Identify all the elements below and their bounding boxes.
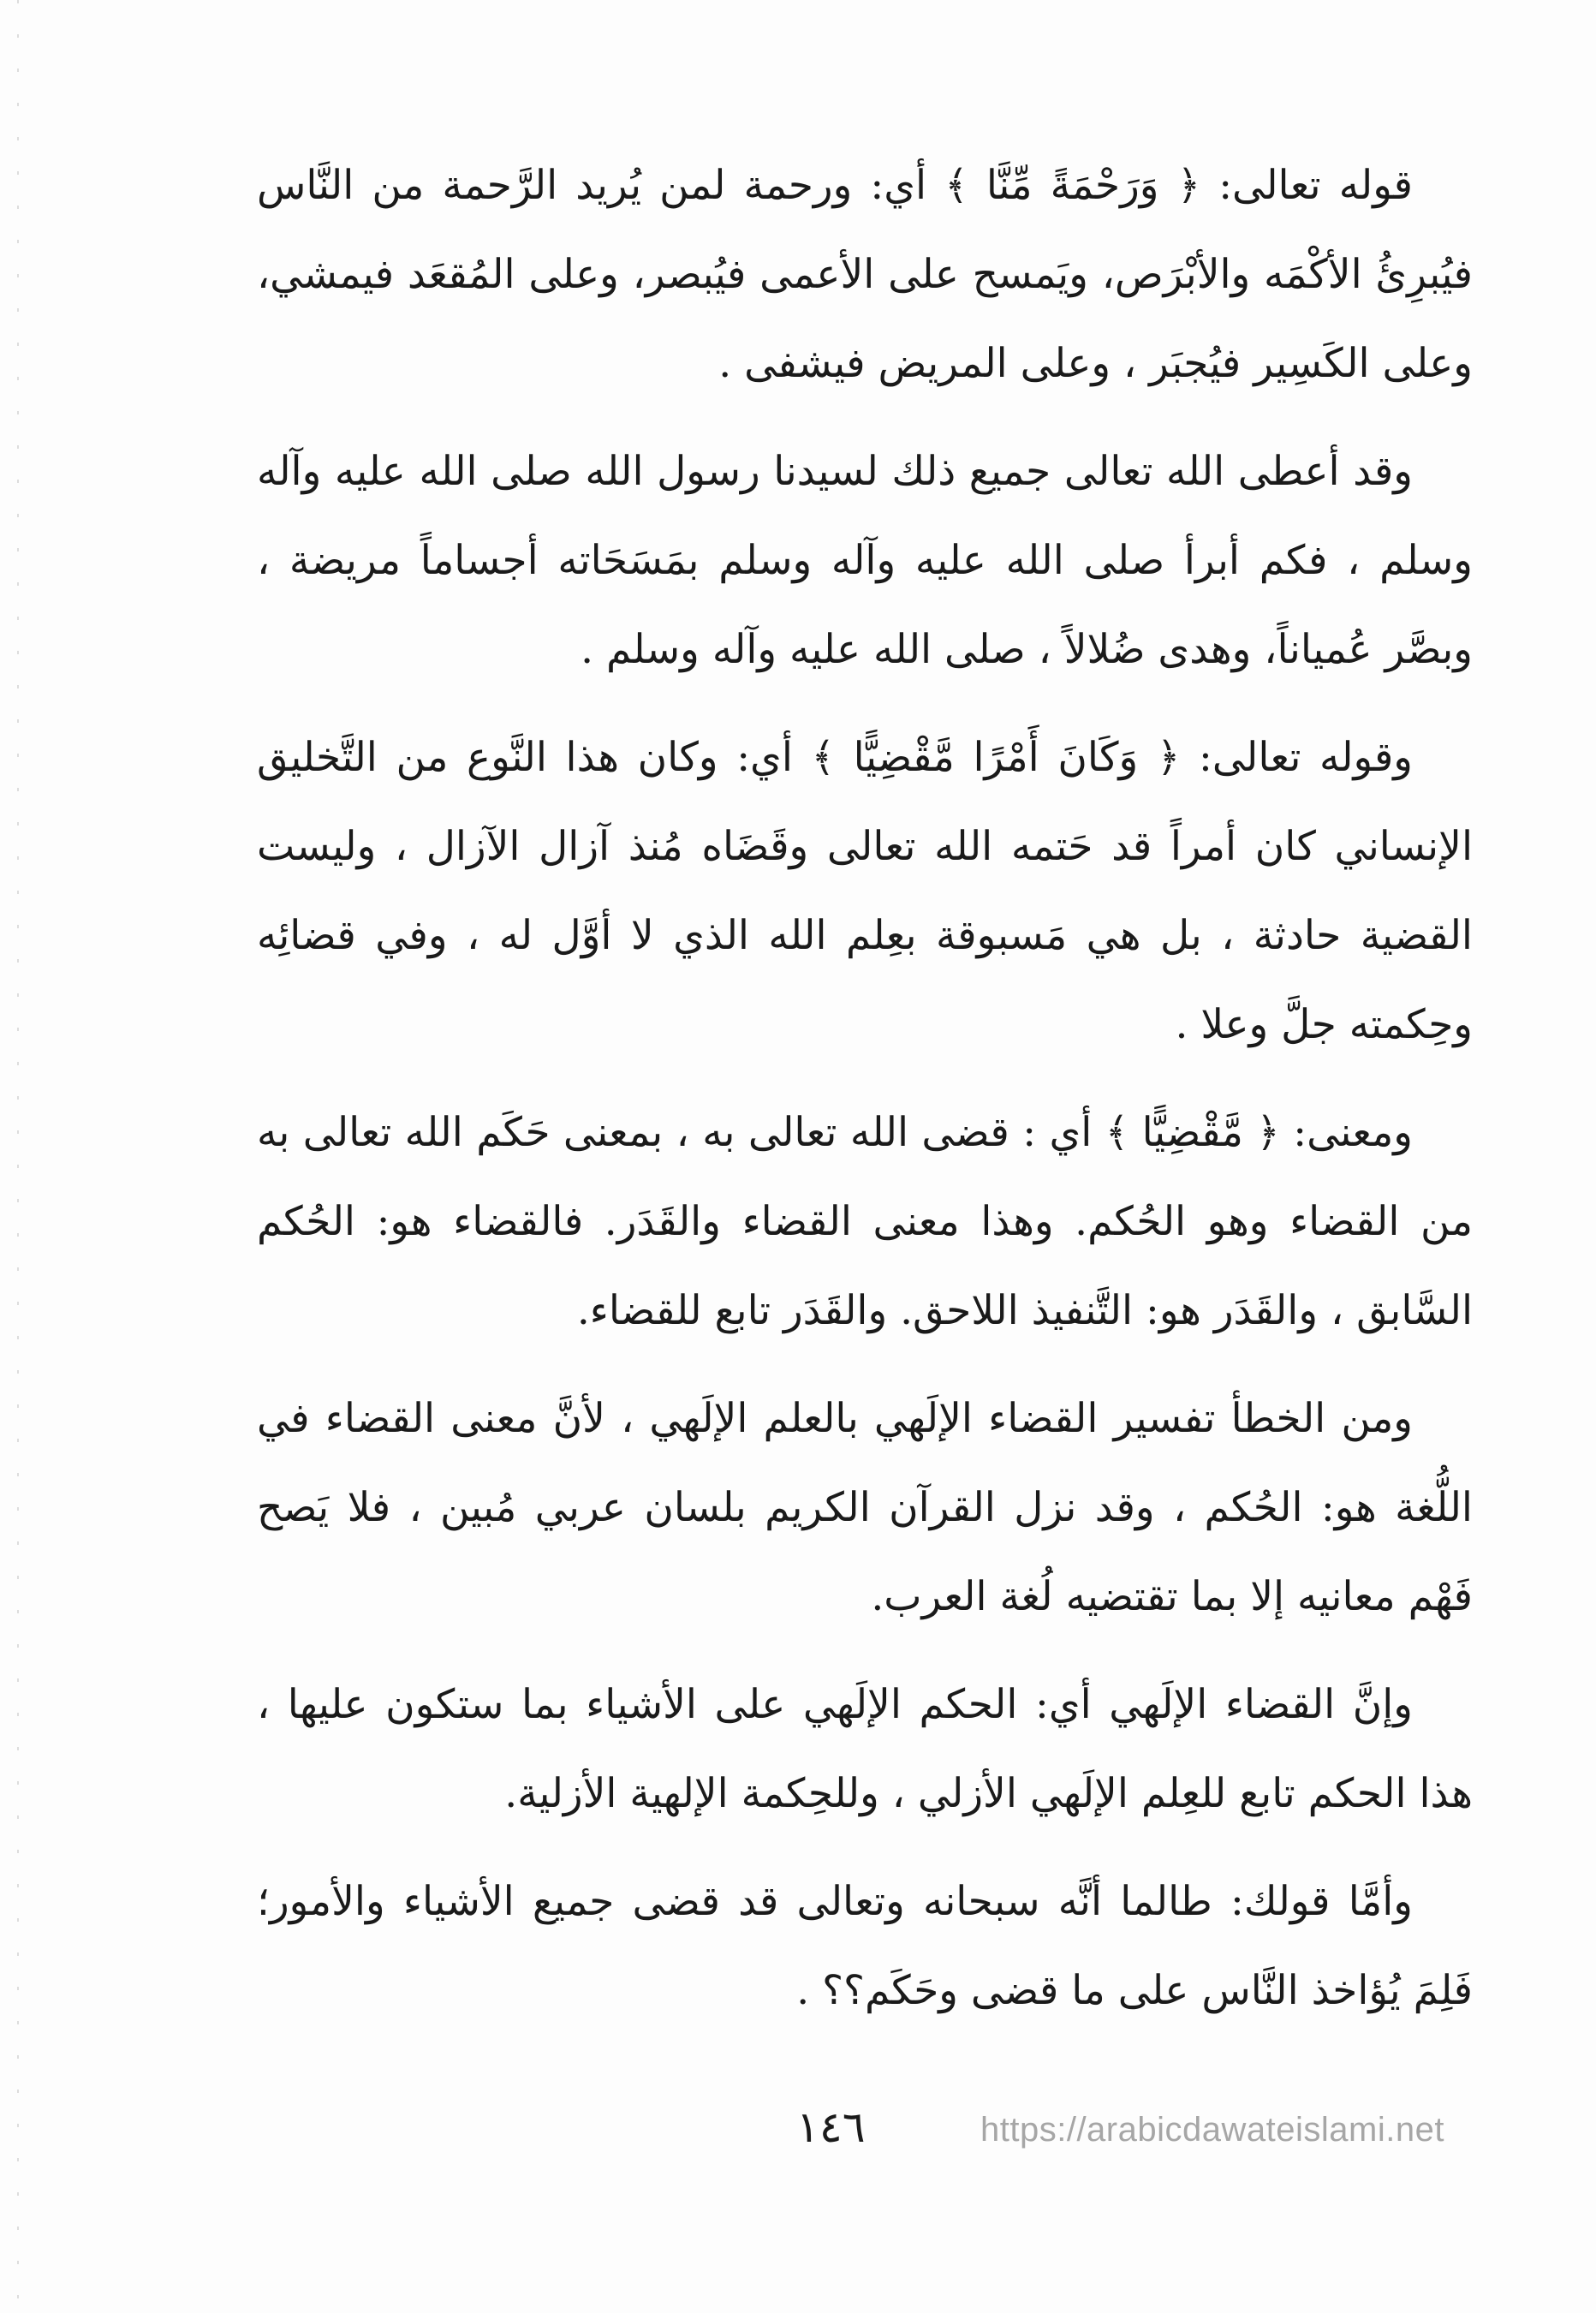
- paragraph-1: قوله تعالى: ﴿ وَرَحْمَةً مِّنَّا ﴾ أي: ورحمة لمن يُريد الرَّحمة من النَّاس فيُبرِئُ الأكْمَه والأبْرَص، ويَمسح على الأعمى فيُبصر، وعلى المُقعَد فيمشي، وعلى الكَسِير فيُجبَر ، وعلى المريض فيشفى .: [257, 162, 1473, 387]
- paragraph-4: ومعنى: ﴿ مَّقْضِيًّا ﴾ أي : قضى الله تعالى به ، بمعنى حَكَم الله تعالى به من القضاء وهو الحُكم. وهذا معنى القضاء والقَدَر. فالقضاء هو: الحُكم السَّابق ، والقَدَر هو: التَّنفيذ اللاحق. والقَدَر تابع للقضاء.: [257, 1109, 1473, 1334]
- page-number: ١٤٦: [796, 2102, 866, 2152]
- paragraph-7: وأمَّا قولك: طالما أنَّه سبحانه وتعالى قد قضى جميع الأشياء والأمور؛ فَلِمَ يُؤاخذ النَّاس على ما قضى وحَكَم؟؟ .: [257, 1878, 1473, 2014]
- body-text: [257, 141, 1473, 2054]
- paragraph-5: ومن الخطأ تفسير القضاء الإلَهي بالعلم الإلَهي ، لأنَّ معنى القضاء في اللُّغة هو: الحُكم ، وقد نزل القرآن الكريم بلسان عربي مُبين ، فلا يَصح فَهْم معانيه إلا بما تقتضيه لُغة العرب.: [257, 1395, 1473, 1620]
- paragraph-6: وإنَّ القضاء الإلَهي أي: الحكم الإلَهي على الأشياء بما ستكون عليها ، هذا الحكم تابع للعِلم الإلَهي الأزلي ، وللحِكمة الإلهية الأزلية.: [257, 1681, 1473, 1817]
- scan-margin-line: [17, 0, 19, 2313]
- paragraph-3: وقوله تعالى: ﴿ وَكَانَ أَمْرًا مَّقْضِيًّا ﴾ أي: وكان هذا النَّوع من التَّخليق الإنساني كان أمراً قد حَتمه الله تعالى وقَضَاه مُنذ آزال الآزال ، وليست القضية حادثة ، بل هي مَسبوقة بعِلم الله الذي لا أوَّل له ، وفي قضائِه وحِكمته جلَّ وعلا .: [257, 734, 1473, 1048]
- paragraph-2: وقد أعطى الله تعالى جميع ذلك لسيدنا رسول الله صلى الله عليه وآله وسلم ، فكم أبرأ صلى الله عليه وآله وسلم بمَسَحَاته أجساماً مريضة ، وبصَّر عُمياناً، وهدى ضُلالاً ، صلى الله عليه وآله وسلم .: [257, 448, 1473, 673]
- watermark-url: https://arabicdawateislami.net: [980, 2111, 1444, 2149]
